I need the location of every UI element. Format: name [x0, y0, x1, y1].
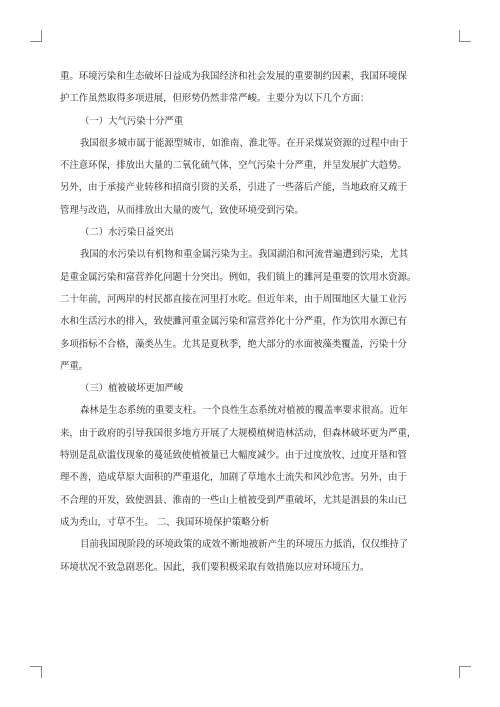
- crop-mark-top-left: [30, 30, 42, 42]
- text-line: 不注意环保，排放出大量的二氧化硫气体，空气污染十分严重，并呈发展扩大趋势。: [60, 160, 407, 172]
- text-line: 我国的水污染以有机物和重金属污染为主。我国湖泊和河流普遍遭到污染，尤其: [80, 249, 409, 261]
- crop-mark-bottom-right: [459, 666, 471, 678]
- text-line: 管理与改造，从而排放出大量的废气，致使环境受到污染。: [60, 204, 304, 216]
- section-heading-vegetation: （三）植被破坏更加严峻: [80, 383, 184, 395]
- text-line: 是重金属污染和富营养化问题十分突出。例如，我们镇上的濉河是重要的饮用水资源。: [60, 271, 417, 283]
- text-line: 环境状况不致急剧恶化。因此，我们要积极采取有效措施以应对环境压力。: [60, 561, 370, 573]
- text-line: 严重。: [60, 360, 89, 372]
- text-line: 森林是生态系统的重要支柱。一个良性生态系统对植被的覆盖率要求很高。近年: [80, 405, 409, 417]
- text-line: 另外，由于承接产业转移和招商引资的关系，引进了一些落后产能，当地政府又疏于: [60, 182, 407, 194]
- text-line: 护工作虽然取得多项进展，但形势仍然非常严峻。主要分为以下几个方面：: [60, 93, 370, 105]
- section-heading-water: （二）水污染日益突出: [80, 227, 174, 239]
- text-line: 成为秃山，寸草不生。 二、我国环境保护策略分析: [60, 516, 270, 528]
- text-line: 理不善，造成草原大面积的严重退化，加剧了草地水土流失和风沙危害。另外，由于: [60, 472, 407, 484]
- text-line: 二十年前，河两岸的村民都直接在河里打水吃。但近年来，由于周围地区大量工业污: [60, 293, 407, 305]
- text-line: 来，由于政府的引导我国很多地方开展了大规模植树造林活动，但森林破坏更为严重，: [60, 427, 417, 439]
- text-line: 多项指标不合格，藻类丛生。尤其是夏秋季，绝大部分的水面被藻类覆盖，污染十分: [60, 338, 407, 350]
- crop-mark-bottom-left: [30, 666, 42, 678]
- document-body: [60, 66, 440, 579]
- text-line: 重。环境污染和生态破坏日益成为我国经济和社会发展的重要制约因素，我国环境保: [60, 71, 407, 82]
- text-line: 不合理的开发，致使泗县、淮南的一些山上植被受到严重破坏，尤其是泗县的朱山已: [60, 494, 407, 506]
- text-line: 特别是乱砍滥伐现象的蔓延致使植被量已大幅度减少。由于过度放牧、过度开垦和管: [60, 450, 407, 462]
- section-heading-air: （一）大气污染十分严重: [80, 115, 184, 127]
- text-line: 水和生活污水的排入，致使濉河重金属污染和富营养化十分严重，作为饮用水源已有: [60, 316, 407, 328]
- text-line: 目前我国现阶段的环境政策的成效不断地被新产生的环境压力抵消，仅仅维持了: [80, 539, 409, 551]
- crop-mark-top-right: [459, 30, 471, 42]
- text-line: 我国很多城市属于能源型城市，如淮南、淮北等。在开采煤炭资源的过程中由于: [80, 137, 409, 149]
